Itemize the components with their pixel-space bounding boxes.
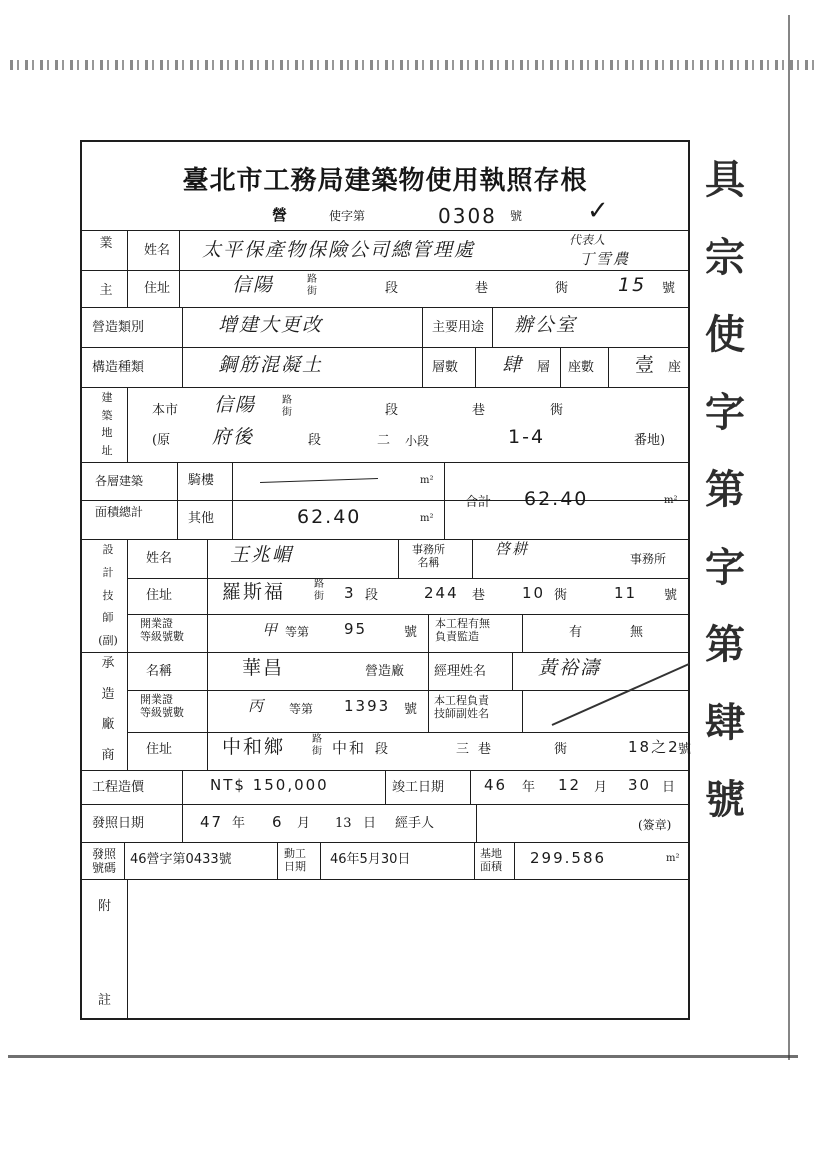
scan-edge-bottom [8, 1055, 798, 1058]
site-lane-label: 巷 [472, 403, 486, 418]
owner-section2-label: 段 [385, 281, 399, 296]
contractor-section-value: 中和 [332, 739, 367, 757]
designer-name-value: 王兆嵋 [230, 544, 294, 566]
permit-no-value: 46營字第0433號 [130, 852, 232, 867]
owner-lane-label: 巷 [475, 281, 489, 296]
contractor-alley-label: 衖 [554, 742, 568, 757]
supervise-value-yes: 有 [569, 625, 583, 640]
designer-license-mid: 等第 [285, 625, 310, 639]
binding-edge [788, 15, 790, 1060]
permit-number: 0308 [438, 204, 497, 228]
issue-year-label: 年 [232, 816, 246, 831]
start-date-value: 46年5月30日 [330, 852, 411, 867]
start-date-label: 動工 日期 [284, 847, 306, 873]
notes-label-top: 附 [98, 899, 112, 914]
other-unit: m² [420, 513, 434, 524]
manager-value: 黃裕濤 [538, 657, 602, 679]
office-suffix: 事務所 [630, 552, 667, 566]
designer-alley-value: 10 [522, 584, 546, 602]
designer-alley-label: 衖 [554, 588, 568, 603]
supervise-value-no: 無 [630, 625, 644, 640]
arcade-unit: m² [420, 475, 434, 486]
contractor-license-unit: 號 [404, 702, 418, 717]
buildings-label: 座數 [568, 360, 595, 375]
notes-label-bottom: 註 [98, 993, 112, 1008]
cost-value: NT$ 150,000 [210, 776, 329, 794]
other-value: 62.40 [297, 506, 362, 528]
completion-day: 30 [628, 776, 652, 794]
contractor-lane-value: 三 [456, 742, 470, 757]
issue-month: 6 [272, 813, 284, 831]
contractor-name-value: 華昌 [242, 657, 285, 679]
permit-stub-form [80, 140, 690, 1020]
floors-label: 層數 [432, 360, 459, 375]
designer-name-label: 姓名 [146, 551, 173, 566]
site-area-value: 299.586 [530, 849, 607, 867]
designer-road-label: 路 街 [314, 579, 324, 602]
contractor-license-label: 開業證 等級號數 [140, 693, 184, 719]
use-value: 辦公室 [514, 314, 578, 336]
area-label-top: 各層建築 [95, 474, 144, 488]
site-subsection-value: 二 [377, 433, 391, 448]
owner-representative: 丁雪農 [579, 250, 631, 268]
handler-label: 經手人 [395, 816, 435, 831]
permit-prefix-stamp: 營 [272, 206, 288, 224]
designer-number-label: 號 [664, 588, 678, 603]
contractor-license-value: 1393 [344, 697, 391, 715]
site-old-value: 府後 [212, 426, 255, 448]
buildings-unit: 座 [668, 360, 682, 375]
completion-year-label: 年 [522, 780, 536, 795]
supervise-label: 本工程有無 負責監造 [435, 617, 490, 643]
designer-section-label: 設 計 技 師 (副) [98, 543, 118, 647]
structure-value: 鋼筋混凝土 [218, 354, 324, 376]
tech-label: 本工程負責 技師副姓名 [434, 694, 489, 720]
completion-month-label: 月 [594, 780, 608, 795]
office-value: 啓耕 [495, 540, 530, 558]
contractor-address-label: 住址 [146, 742, 173, 757]
site-subsection-label: 小段 [405, 434, 430, 448]
designer-section-value: 3 [344, 584, 356, 602]
contractor-name-label: 名稱 [146, 664, 173, 679]
owner-name-label: 姓名 [144, 243, 171, 258]
designer-lane-value: 244 [424, 584, 459, 602]
issue-month-label: 月 [297, 816, 311, 831]
manager-label: 經理姓名 [434, 664, 487, 679]
owner-number-value: 15 [618, 274, 647, 296]
designer-section2-label: 段 [365, 588, 379, 603]
floors-unit: 層 [537, 360, 551, 375]
completion-year: 46 [484, 776, 508, 794]
site-area-unit: m² [666, 853, 680, 864]
site-lot-label: 番地) [634, 433, 666, 448]
site-area-label: 基地 面積 [480, 847, 502, 873]
designer-license-grade: 甲 [262, 621, 280, 639]
owner-number-label: 號 [662, 281, 676, 296]
contractor-name-suffix: 營造廠 [365, 664, 405, 679]
issue-day: 13 [335, 816, 352, 831]
owner-road-label: 路 街 [307, 274, 317, 297]
issue-year: 47 [200, 813, 224, 831]
owner-road-value: 信陽 [232, 274, 275, 296]
owner-section-label: 業 主 [99, 236, 113, 298]
contractor-road-value: 中和鄉 [222, 736, 286, 758]
designer-number-value: 11 [614, 584, 638, 602]
site-section-label: 建 築 地 址 [101, 391, 113, 457]
site-section2-label: 段 [385, 403, 399, 418]
owner-name-value: 太平保產物保險公司總管理處 [202, 239, 476, 261]
arcade-label: 騎樓 [188, 473, 215, 488]
owner-alley-label: 衖 [555, 281, 569, 296]
completion-month: 12 [558, 776, 582, 794]
completion-day-label: 日 [662, 780, 676, 795]
buildings-value: 壹 [635, 354, 657, 376]
permit-suffix-label: 號 [510, 209, 523, 223]
site-lot-value: 1-4 [508, 426, 546, 448]
completion-label: 竣工日期 [392, 780, 445, 795]
area-total-unit: m² [664, 495, 678, 506]
site-road-value: 信陽 [214, 394, 257, 416]
permit-prefix-label: 使字第 [329, 209, 366, 223]
designer-road-value: 羅斯福 [222, 581, 286, 603]
contractor-license-mid: 等第 [289, 702, 314, 716]
designer-license-value: 95 [344, 620, 368, 638]
floors-value: 肆 [502, 354, 524, 376]
contractor-road-label: 路 街 [312, 734, 322, 757]
contractor-lane-label: 巷 [478, 742, 492, 757]
site-old-label: (原 [152, 433, 171, 448]
site-city-label: 本市 [152, 403, 179, 418]
owner-address-label: 住址 [144, 281, 171, 296]
area-label-bottom: 面積總計 [95, 505, 144, 519]
other-label: 其他 [188, 511, 215, 526]
contractor-number-value: 18之2 [628, 738, 680, 756]
cost-label: 工程造價 [92, 780, 145, 795]
designer-license-label: 開業證 等級號數 [140, 617, 184, 643]
area-total-label: 合計 [465, 495, 492, 510]
construction-type-label: 營造類別 [92, 320, 145, 335]
office-label: 事務所 名稱 [412, 543, 445, 569]
issue-date-label: 發照日期 [92, 816, 145, 831]
designer-lane-label: 巷 [472, 588, 486, 603]
form-title: 臺北市工務局建築物使用執照存根 [182, 166, 588, 196]
designer-address-label: 住址 [146, 588, 173, 603]
site-road-label: 路 街 [282, 395, 292, 418]
site-old-section-label: 段 [308, 433, 322, 448]
structure-label: 構造種類 [92, 360, 145, 375]
adjacent-page-stamp: 具 宗 使 字 第 字 第 肆 號 [705, 156, 745, 823]
check-mark: ✓ [587, 196, 611, 226]
seal-label: (簽章) [638, 818, 672, 832]
arcade-dash [260, 478, 378, 483]
contractor-section2-label: 段 [375, 742, 389, 757]
scan-noise-top [10, 60, 820, 70]
site-alley-label: 衖 [550, 403, 564, 418]
owner-agent: 代表人 [569, 233, 606, 247]
area-total-value: 62.40 [524, 488, 589, 510]
contractor-license-grade: 丙 [248, 697, 266, 715]
construction-type-value: 增建大更改 [218, 314, 324, 336]
designer-license-unit: 號 [404, 625, 418, 640]
use-label: 主要用途 [432, 320, 485, 335]
permit-no-label: 發照 號碼 [92, 847, 117, 875]
issue-day-label: 日 [363, 816, 377, 831]
contractor-section-label: 承 造 廠 商 [101, 656, 115, 763]
contractor-number-label: 號 [678, 742, 692, 757]
